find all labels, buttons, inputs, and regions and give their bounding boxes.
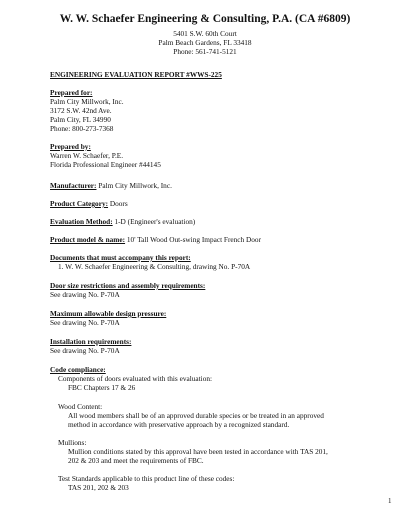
company-address-line1: 5401 S.W. 60th Court (173, 29, 237, 38)
prepared-for-section (50, 88, 390, 133)
prepared-by-line: Florida Professional Engineer #44145 (50, 160, 161, 169)
product-model-value: 10' Tall Wood Out-swing Impact French Door (126, 235, 261, 244)
prepared-by-section (50, 142, 390, 169)
prepared-for-line: Phone: 800-273-7368 (50, 124, 114, 133)
mullions-label: Mullions: (58, 438, 87, 447)
code-compliance-intro: Components of doors evaluated with this evaluation: (58, 374, 213, 383)
max-pressure-heading: Maximum allowable design pressure: (50, 309, 167, 318)
manufacturer-heading: Manufacturer: (50, 181, 97, 190)
prepared-for-line: Palm City, FL 34990 (50, 115, 111, 124)
installation-heading: Installation requirements: (50, 337, 132, 346)
documents-item: 1. W. W. Schaefer Engineering & Consulting, drawing No. P-70A (58, 262, 251, 271)
product-model-heading: Product model & name: (50, 235, 126, 244)
code-compliance-section (50, 365, 390, 392)
prepared-by-line: Warren W. Schaefer, P.E. (50, 151, 124, 160)
code-compliance-intro-ref: FBC Chapters 17 & 26 (68, 383, 136, 392)
prepared-for-line: 3172 S.W. 42nd Ave. (50, 106, 112, 115)
manufacturer-line (50, 181, 390, 190)
documents-section (50, 253, 390, 271)
max-pressure-section (50, 309, 390, 327)
evaluation-method-heading: Evaluation Method: (50, 217, 113, 226)
mullions-line: Mullion conditions stated by this approval have been tested in accordance with TAS 201, (68, 447, 328, 456)
product-category-line (50, 199, 390, 208)
evaluation-method-line (50, 217, 390, 226)
test-standards-section (50, 474, 390, 492)
product-category-value: Doors (109, 199, 128, 208)
code-compliance-heading: Code compliance: (50, 365, 106, 374)
prepared-by-heading: Prepared by: (50, 142, 91, 151)
test-standards-value: TAS 201, 202 & 203 (68, 483, 129, 492)
report-title: ENGINEERING EVALUATION REPORT #WWS-225 (50, 70, 222, 79)
door-size-value: See drawing No. P-70A (50, 290, 120, 299)
door-size-section (50, 281, 390, 299)
evaluation-method-value: 1-D (Engineer's evaluation) (114, 217, 196, 226)
page-number: 1 (388, 497, 392, 505)
wood-content-line: method in accordance with preservative approach by a recognized standard. (68, 420, 290, 429)
company-title: W. W. Schaefer Engineering & Consulting, P.A. (CA #6809) (59, 13, 351, 25)
mullions-line: 202 & 203 and meet the requirements of FBC. (68, 456, 204, 465)
company-phone: Phone: 561-741-5121 (173, 47, 237, 56)
max-pressure-value: See drawing No. P-70A (50, 318, 120, 327)
wood-content-label: Wood Content: (58, 402, 103, 411)
mullions-section (50, 438, 390, 465)
company-address-line2: Palm Beach Gardens, FL 33418 (158, 38, 252, 47)
product-category-heading: Product Category: (50, 199, 109, 208)
test-standards-label: Test Standards applicable to this product line of these codes: (58, 474, 235, 483)
installation-value: See drawing No. P-70A (50, 346, 120, 355)
product-model-line (50, 235, 390, 244)
documents-heading: Documents that must accompany this report: (50, 253, 191, 262)
wood-content-line: All wood members shall be of an approved durable species or be treated in an approved (68, 411, 324, 420)
door-size-heading: Door size restrictions and assembly requirements: (50, 281, 206, 290)
prepared-for-heading: Prepared for: (50, 88, 93, 97)
wood-content-section (50, 402, 390, 429)
manufacturer-value: Palm City Millwork, Inc. (98, 181, 172, 190)
installation-section (50, 337, 390, 355)
prepared-for-line: Palm City Millwork, Inc. (50, 97, 124, 106)
